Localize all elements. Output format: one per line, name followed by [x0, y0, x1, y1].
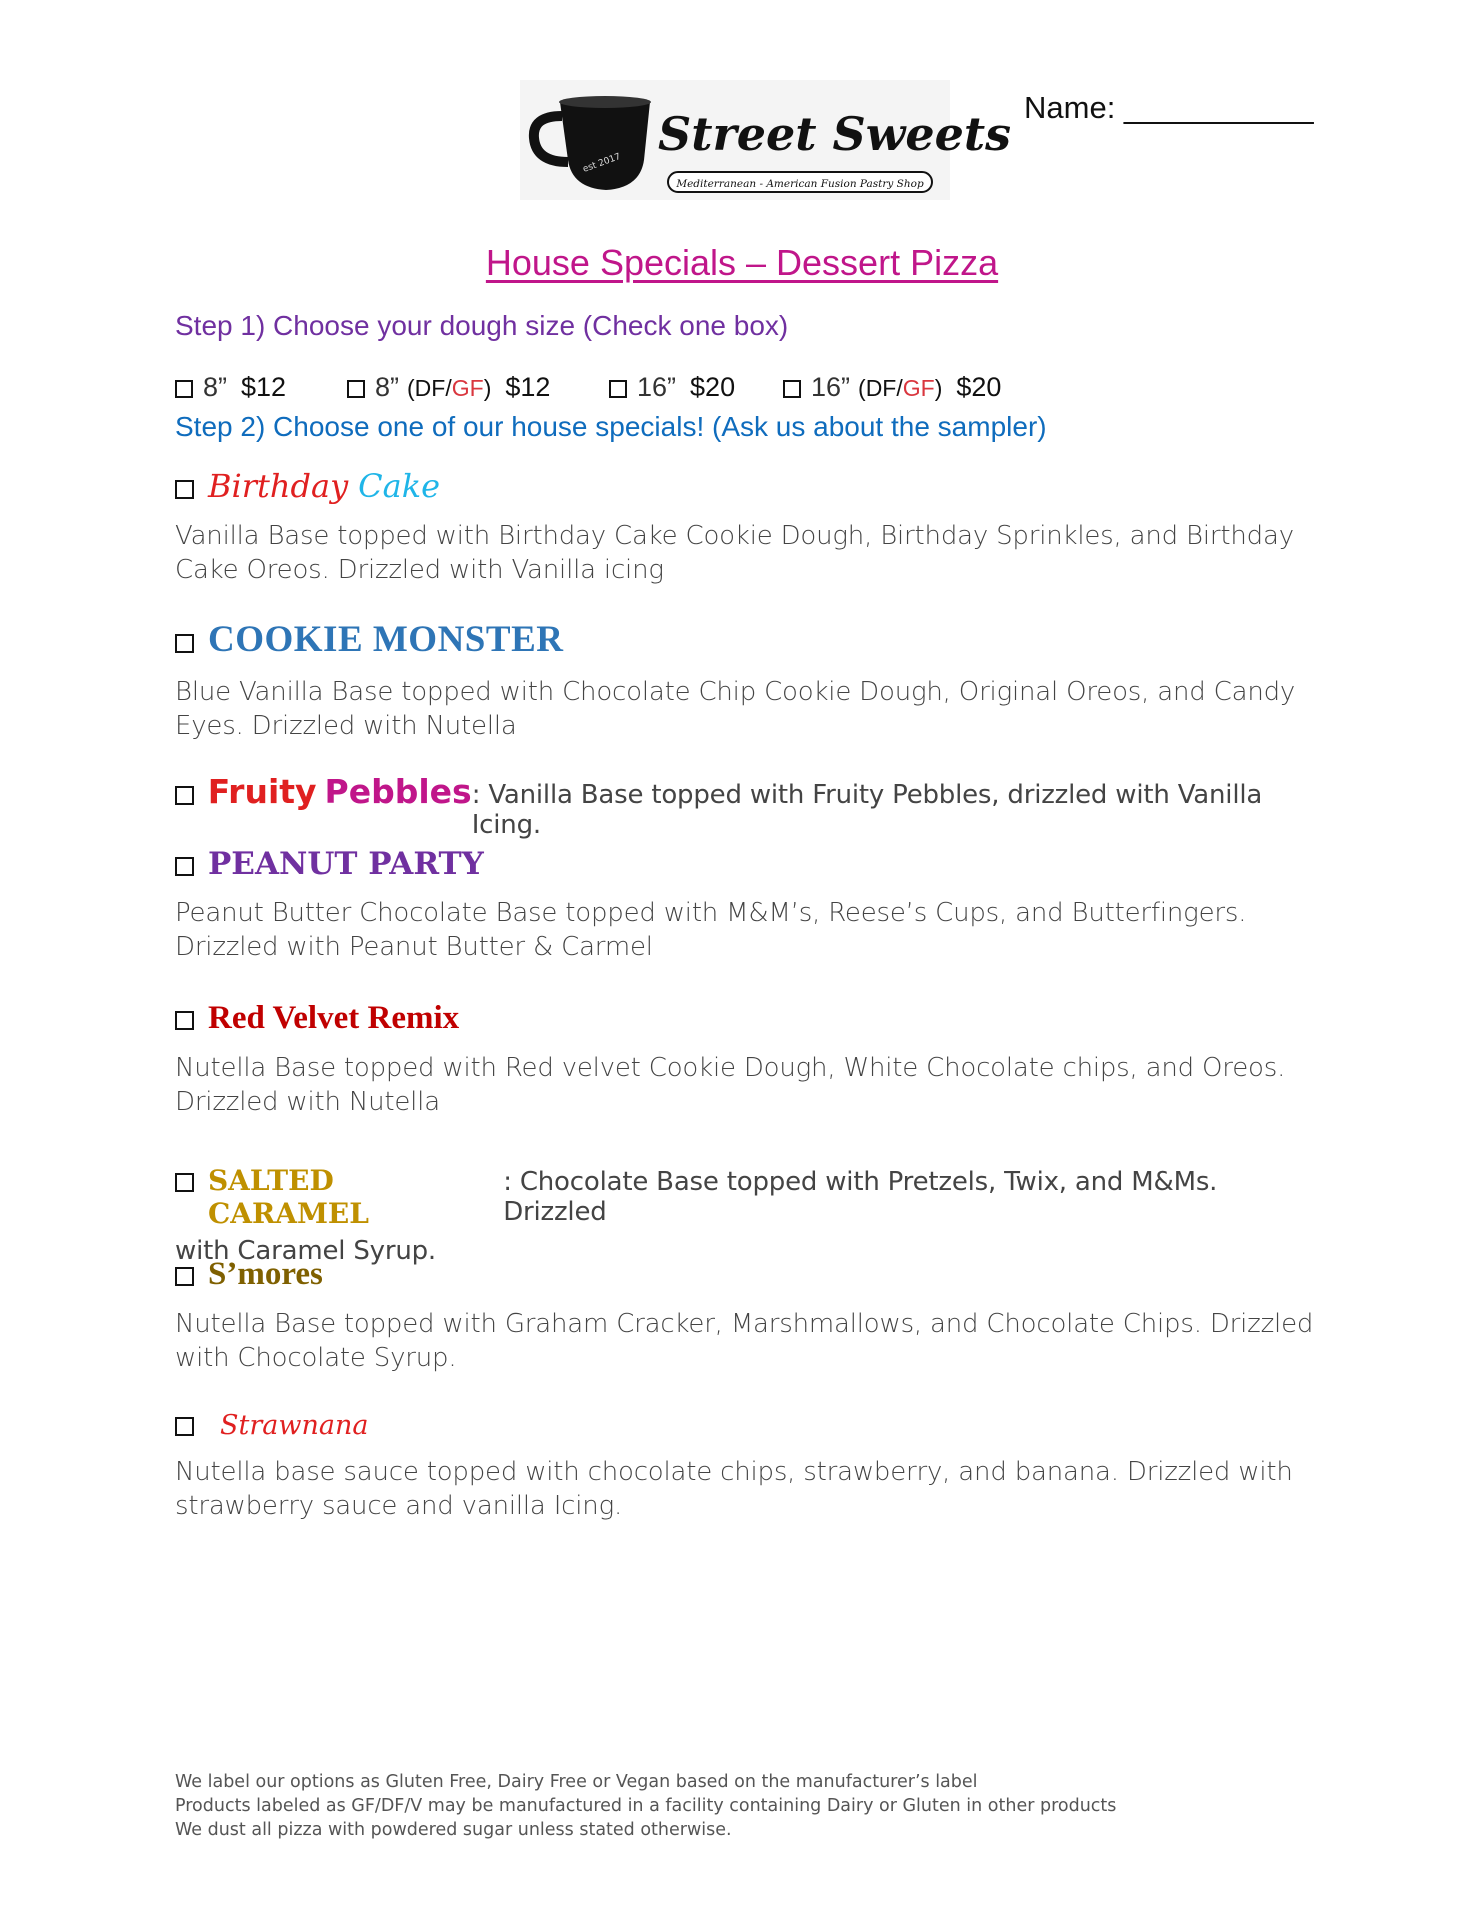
checkbox[interactable] — [783, 380, 801, 398]
page-title: House Specials – Dessert Pizza — [485, 242, 999, 283]
special-salted-caramel — [175, 1164, 1325, 1268]
checkbox[interactable] — [175, 1173, 194, 1192]
item-name: PEANUT PARTY — [208, 846, 484, 882]
checkbox[interactable] — [175, 634, 194, 653]
item-name: Fruity — [207, 772, 317, 811]
step1-instruction: Step 1) Choose your dough size (Check one box) — [175, 310, 789, 341]
item-name: COOKIE MONSTER — [208, 619, 564, 660]
size-option-8-dfgf[interactable]: 8” (DF/ GF ) $12 — [347, 372, 609, 403]
item-description: Peanut Butter Chocolate Base topped with M&M’s, Reese’s Cups, and Butterfingers. Drizzled with Peanut Butter & Carmel — [175, 898, 1247, 962]
special-strawnana — [175, 1410, 1325, 1523]
item-name: Birthday — [208, 467, 349, 505]
street-sweets-logo — [520, 80, 1011, 200]
checkbox[interactable] — [609, 380, 627, 398]
item-description: : Chocolate Base topped with Pretzels, Twix, and M&Ms. Drizzled — [503, 1167, 1218, 1227]
footer-line: Products labeled as GF/DF/V may be manufactured in a facility containing Dairy or Gluten in other products — [175, 1796, 1117, 1816]
item-name: S’mores — [208, 1256, 323, 1292]
item-description: : Vanilla Base topped with Fruity Pebbles, drizzled with Vanilla Icing. — [471, 780, 1263, 840]
special-smores — [175, 1256, 1325, 1375]
item-description: Vanilla Base topped with Birthday Cake Cookie Dough, Birthday Sprinkles, and Birthday Cake Oreos. Drizzled with Vanilla icing — [175, 521, 1294, 585]
dough-size-options — [175, 372, 1001, 403]
svg-text:Street Sweets: Street Sweets — [658, 107, 1011, 161]
checkbox[interactable] — [175, 857, 194, 876]
size-option-16-dfgf[interactable]: 16” (DF/ GF ) $20 — [783, 372, 1001, 403]
special-red-velvet-remix — [175, 1000, 1325, 1119]
step2-instruction: Step 2) Choose one of our house specials! (Ask us about the sampler) — [175, 411, 1047, 442]
item-name: Red Velvet Remix — [208, 1000, 460, 1036]
size-option-8[interactable]: 8” $12 — [175, 372, 347, 403]
item-description-cont: with Caramel Syrup. — [175, 1236, 436, 1266]
checkbox[interactable] — [175, 786, 194, 805]
coffee-cup-icon — [520, 80, 1011, 200]
special-cookie-monster — [175, 618, 1325, 743]
item-description: Blue Vanilla Base topped with Chocolate Chip Cookie Dough, Original Oreos, and Candy Eyes. Drizzled with Nutella — [175, 677, 1296, 741]
checkbox[interactable] — [175, 1417, 194, 1436]
svg-text:est 2017: est 2017 — [581, 151, 623, 175]
svg-text:Mediterranean - American Fusio: Mediterranean - American Fusion Pastry Shop — [676, 178, 924, 190]
footer-notes — [175, 1770, 1116, 1842]
footer-line: We label our options as Gluten Free, Dairy Free or Vegan based on the manufacturer’s label — [175, 1772, 978, 1792]
special-fruity-pebbles — [175, 772, 1325, 840]
special-birthday-cake — [175, 467, 1325, 587]
checkbox[interactable] — [175, 1267, 194, 1286]
item-description: Nutella Base topped with Red velvet Cookie Dough, White Chocolate chips, and Oreos. Drizzled with Nutella — [175, 1053, 1286, 1117]
footer-line: We dust all pizza with powdered sugar unless stated otherwise. — [175, 1820, 732, 1840]
special-peanut-party — [175, 846, 1325, 964]
size-option-16[interactable]: 16” $20 — [609, 372, 783, 403]
item-description: Nutella base sauce topped with chocolate chips, strawberry, and banana. Drizzled with strawberry sauce and vanilla Icing. — [175, 1457, 1293, 1521]
item-name: Pebbles — [324, 772, 472, 811]
item-name: Cake — [358, 467, 441, 505]
item-name: Strawnana — [220, 1410, 369, 1441]
item-description: Nutella Base topped with Graham Cracker, Marshmallows, and Chocolate Chips. Drizzled with Chocolate Syrup. — [175, 1309, 1314, 1373]
checkbox[interactable] — [347, 380, 365, 398]
checkbox[interactable] — [175, 1011, 194, 1030]
checkbox[interactable] — [175, 380, 193, 398]
checkbox[interactable] — [175, 480, 194, 499]
name-field-label: Name: ___________ — [1024, 90, 1314, 125]
item-name: SALTED CARAMEL — [207, 1164, 369, 1230]
